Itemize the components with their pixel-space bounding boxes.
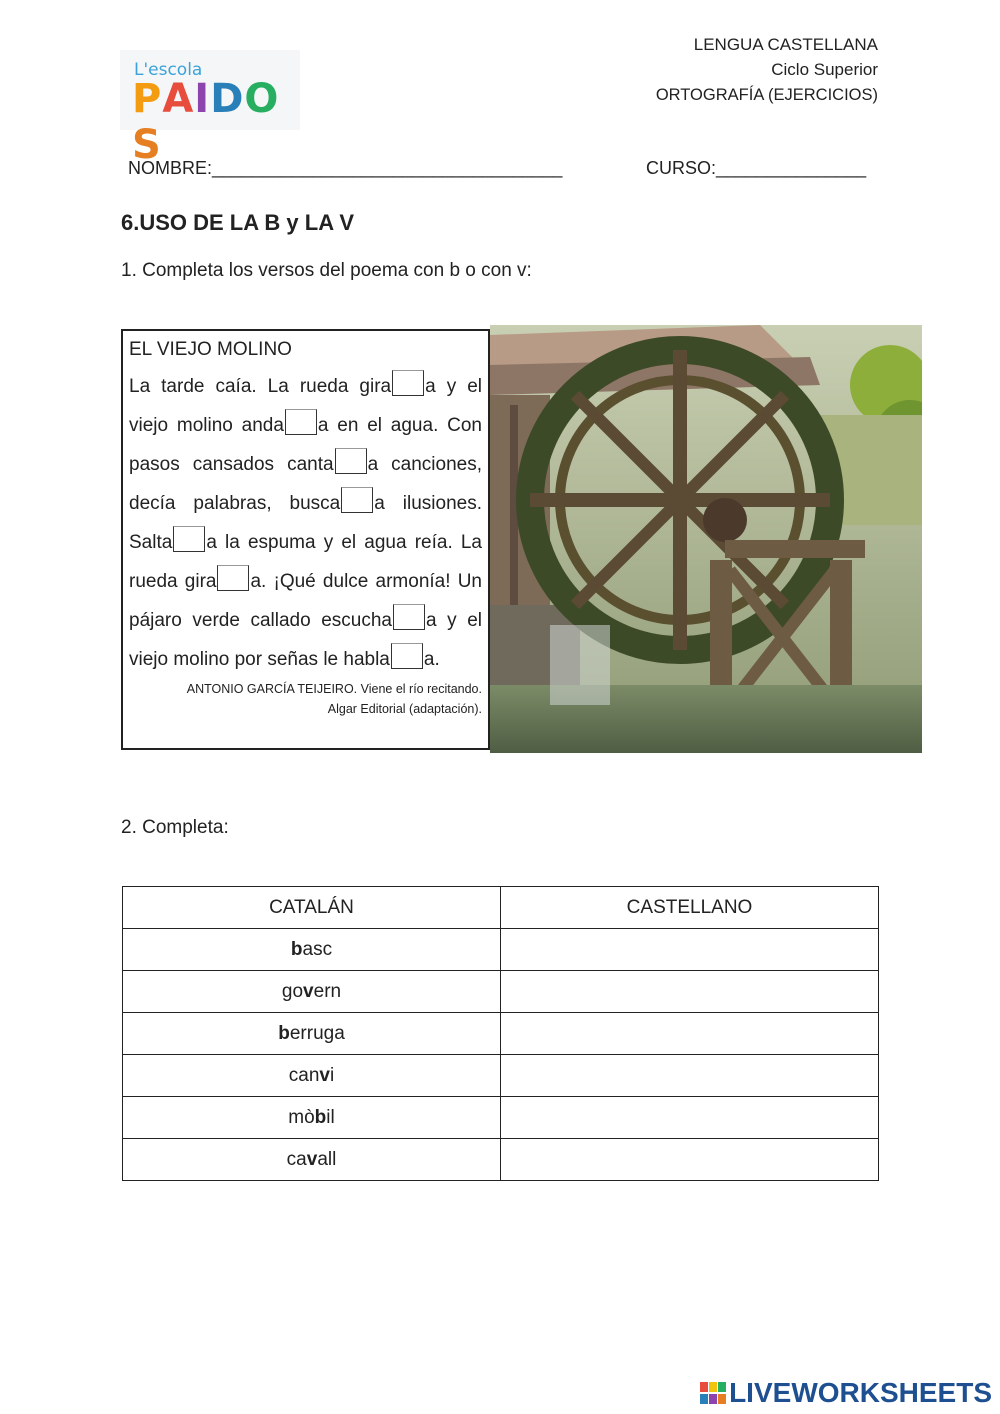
poem-box — [121, 329, 490, 750]
castellano-answer-cell[interactable] — [501, 1139, 879, 1181]
poem-segment: a. ¡Qué dulce armonía! Un pájaro verde callado escucha — [129, 571, 482, 631]
logo-letter: O — [244, 76, 280, 122]
answer-blank[interactable] — [217, 565, 249, 591]
catalan-word — [123, 1055, 501, 1097]
catalan-word — [123, 1097, 501, 1139]
table-header-row — [123, 887, 879, 929]
course-field[interactable]: CURSO:_______________ — [646, 158, 867, 178]
word-part: ern — [313, 980, 342, 1002]
castellano-answer-cell[interactable] — [501, 1013, 879, 1055]
catalan-word — [123, 929, 501, 971]
word-part: go — [281, 980, 304, 1002]
word-part: i — [329, 1064, 335, 1086]
answer-blank[interactable] — [173, 526, 205, 552]
exercise2-prompt: 2. Completa: — [121, 817, 229, 838]
answer-blank[interactable] — [285, 409, 317, 435]
answer-blank[interactable] — [393, 604, 425, 630]
catalan-word — [123, 1139, 501, 1181]
table-row — [123, 929, 879, 971]
column-header-castellano: CASTELLANO — [501, 887, 879, 929]
answer-blank[interactable] — [391, 643, 423, 669]
header-cycle: Ciclo Superior — [771, 60, 878, 79]
word-part: b — [314, 1106, 327, 1128]
logo-big-text — [132, 76, 300, 168]
castellano-answer-cell[interactable] — [501, 1055, 879, 1097]
translation-table — [122, 886, 879, 1181]
logo-letter: D — [210, 76, 245, 122]
poem-segment: a canciones, decía palabras, busca — [129, 454, 482, 514]
word-part: b — [290, 938, 303, 960]
word-part: can — [288, 1064, 320, 1086]
castellano-answer-cell[interactable] — [501, 971, 879, 1013]
table-row — [123, 1139, 879, 1181]
column-header-catalan: CATALÁN — [123, 887, 501, 929]
school-logo — [120, 50, 300, 168]
word-part: b — [278, 1022, 290, 1044]
liveworksheets-watermark — [700, 1377, 992, 1409]
logo-letter: I — [194, 76, 211, 122]
credit-line: Algar Editorial (adaptación). — [327, 702, 482, 716]
poem-text — [129, 367, 482, 679]
word-part: erruga — [289, 1022, 345, 1044]
credit-line: ANTONIO GARCÍA TEIJEIRO. Viene el río recitando. — [186, 682, 482, 696]
table-row — [123, 971, 879, 1013]
poem-segment: a ilusiones. Salta — [129, 493, 482, 553]
poem-segment: a la espuma y el agua reía. La rueda gira — [129, 532, 482, 592]
answer-blank[interactable] — [335, 448, 367, 474]
logo-small-text: L'escola — [134, 60, 203, 80]
word-part: mò — [288, 1106, 315, 1128]
poem-segment: La tarde caía. La rueda gira — [129, 376, 392, 397]
word-part: v — [303, 980, 314, 1002]
poem-segment: a. — [423, 649, 440, 670]
logo-letter: S — [132, 122, 162, 168]
table-row — [123, 1013, 879, 1055]
header-topic: ORTOGRAFÍA (EJERCICIOS) — [655, 86, 878, 104]
answer-blank[interactable] — [341, 487, 373, 513]
poem-segment: a y el viejo molino por señas le habla — [129, 610, 482, 670]
answer-blank[interactable] — [392, 370, 424, 396]
word-part: ca — [286, 1148, 307, 1170]
exercise1-prompt: 1. Completa los versos del poema con b o con v: — [121, 260, 532, 281]
word-part: il — [326, 1106, 335, 1128]
catalan-word — [123, 971, 501, 1013]
logo-letter: A — [162, 76, 195, 122]
liveworksheets-icon — [700, 1382, 726, 1404]
name-field[interactable]: NOMBRE:___________________________________ — [128, 158, 563, 178]
word-part: asc — [302, 938, 333, 960]
table-row — [123, 1097, 879, 1139]
poem-segment: a en el agua. Con pasos cansados canta — [129, 415, 483, 475]
poem-title: EL VIEJO MOLINO — [129, 339, 292, 360]
poem-segment: a y el viejo molino anda — [129, 376, 482, 436]
water-mill-image — [490, 325, 922, 753]
word-part: v — [306, 1148, 318, 1170]
table-row — [123, 1055, 879, 1097]
catalan-word — [123, 1013, 501, 1055]
castellano-answer-cell[interactable] — [501, 1097, 879, 1139]
header-subject: LENGUA CASTELLANA — [693, 35, 878, 54]
logo-letter: P — [132, 76, 163, 122]
word-part: all — [317, 1148, 337, 1170]
page-title: 6.USO DE LA B y LA V — [121, 210, 355, 235]
poem-credit — [129, 679, 482, 719]
word-part: v — [319, 1064, 330, 1086]
watermark-text: LIVEWORKSHEETS — [729, 1377, 992, 1408]
castellano-answer-cell[interactable] — [501, 929, 879, 971]
